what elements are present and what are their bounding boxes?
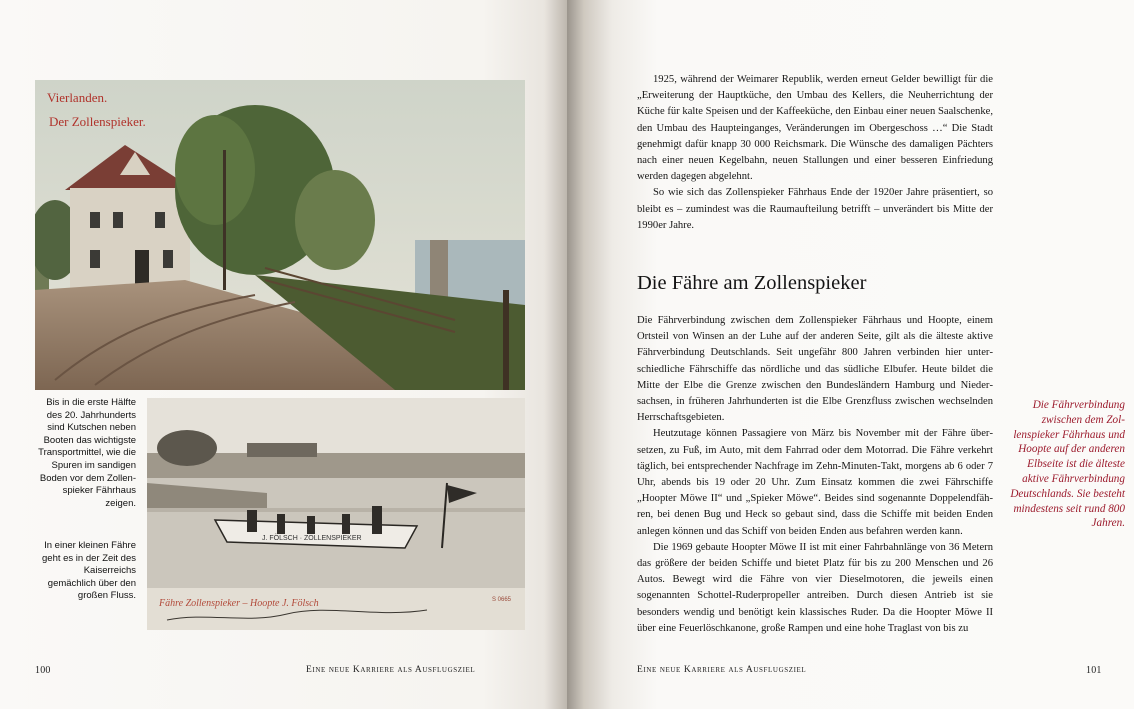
- intro-paragraph: 1925, während der Weimarer Republik, werden erneut Gelder bewilligt für die „Erweiterung der Hauptküche, den Umbau des Kellers, die Neuherrichtung der Küche für kalte Speisen und der Kaffeeküche, den Einbau einer neuen Saalschenke, den Umbau des Haupteinganges, Veränderungen im Obergeschoss …“ Die Stadt genehmigt dafür knapp 30 000 Reichsmark. Die Wünsche des damaligen Pächters nach einer neuen Kegelbahn, neuen Stallungen und einer besseren Einfriedung werden dagegen abgelehnt.: [637, 74, 993, 183]
- boat-lettering: J. FÖLSCH · ZOLLENSPIEKER: [262, 535, 362, 542]
- caption-coaches: [36, 397, 136, 510]
- postcard-title-1: Vierlanden.: [47, 90, 108, 105]
- photo-zollenspieker-postcard: [35, 80, 525, 390]
- section-paragraph: Heutzutage können Passagiere von März bis November mit der Fähre übersetzen, zu Fuß, im Auto, mit dem Fahrrad oder dem Motorrad. Die Fähre verkehrt täglich, bei entsprechender Nachfrage im Zehn-Minuten-Takt, morgens ab 6 oder 7 Uhr, abends bis 19 oder 20 Uhr. Zum Einsatz kommen die zwei Fährschiffe „Hoopter Möwe II“ und „Spieker Möwe“. Beides sind sogenannte Doppelendfähren, bei denen Bug und Heck so gebaut sind, dass die Schiffe mit beiden Enden anlegen können und das Schiff von beiden Enden aus befahren werden kann.: [637, 428, 993, 537]
- running-head-left: Eine neue Karriere als Ausflugsziel: [306, 665, 476, 675]
- running-head-right: Eine neue Karriere als Ausflugsziel: [637, 665, 807, 675]
- postcard-caption: Fähre Zollenspieker – Hoopte J. Fölsch: [159, 598, 319, 609]
- folio-right: 101: [1086, 665, 1102, 676]
- photo-ferry-postcard: [147, 398, 525, 630]
- section-heading: Die Fähre am Zollenspieker: [637, 272, 867, 294]
- section-paragraph: Die Fährverbindung zwischen dem Zollenspieker Fährhaus und Hoopte, einem Ortsteil von Winsen an der Luhe auf der anderen Seite, gilt als die älteste aktive Fährverbindung Deutschlands. Seit ungefähr 800 Jahren verbinden hier unterschiedliche Fährschiffe das nördliche und das südliche Elbufer. Heute bildet die Mitte der Elbe die Grenze zwischen den Bundesländern Hamburg und Niedersachsen, in früheren Jahrhunderten ist die Elbe Grenzfluss zwischen wechselnden Herrschaftsgebieten.: [637, 315, 993, 424]
- caption-ferry: [36, 540, 136, 603]
- intro-text: [637, 72, 993, 234]
- folio-left: 100: [35, 665, 51, 676]
- intro-paragraph: So wie sich das Zollenspieker Fährhaus Ende der 1920er Jahre präsentiert, so bleibt es – zumindest was die Raumaufteilung betrifft – unverändert bis Mitte der 1990er Jahre.: [637, 187, 993, 231]
- caption-ferry-text: In einer kleinen Fähre geht es in der Zeit des Kaiserreichs gemächlich über den großen Fluss.: [42, 540, 136, 602]
- caption-coaches-text: Bis in die erste Hälfte des 20. Jahrhunderts sind Kutschen neben Booten das wichtigste Transportmittel, wie die Spuren im sandigen Boden vor dem Zollenspieker Fährhaus zeigen.: [38, 397, 136, 509]
- postcard-title-2: Der Zollenspieker.: [49, 114, 146, 129]
- section-paragraph: Die 1969 gebaute Hoopter Möwe II ist mit einer Fahrbahnlänge von 36 Metern das größere der beiden Schiffe und bietet Platz für bis zu 200 Menschen und 26 Autos. Bewegt wird die Fähre von vier Dieselmotoren, die jeweils einen sogenannten Schottel-Ruderpropeller antreiben. Durch diesen Antrieb ist sie besonders wendig und benötigt kein klassisches Ruder. Da die Hoopter Möwe II über eine Feuerlöschkanone, große Rampen und eine hohe Traglast von bis zu: [637, 541, 993, 634]
- postcard-number: S 0665: [492, 597, 512, 603]
- section-text: [637, 313, 993, 637]
- right-page: [567, 0, 1134, 709]
- sidenote: Die Fährverbindung zwischen dem Zollenspieker Fährhaus und Hoopte auf der anderen Elbseite ist die älteste aktive Fährverbindung Deutschlands. Sie besteht mindestens seit rund 800 Jahren.: [1010, 399, 1125, 530]
